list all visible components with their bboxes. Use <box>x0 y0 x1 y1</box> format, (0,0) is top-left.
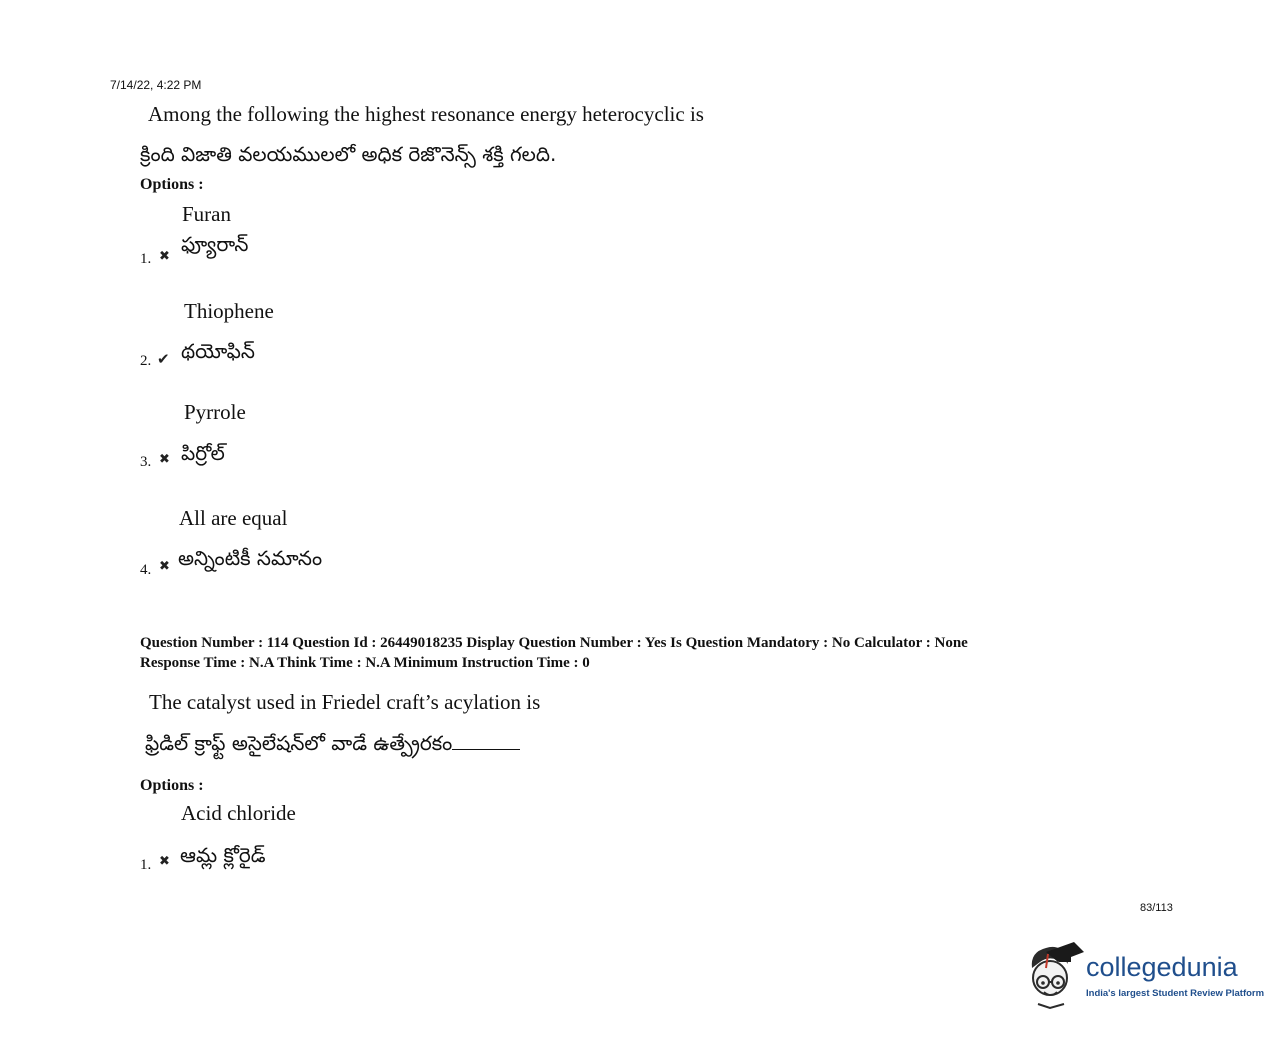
option-1-english: Furan <box>182 202 231 226</box>
question-text-english: Among the following the highest resonance energy heterocyclic is <box>148 102 704 126</box>
print-timestamp: 7/14/22, 4:22 PM <box>110 78 202 92</box>
question-meta-line-1: Question Number : 114 Question Id : 26449018235 Display Question Number : Yes Is Question Mandatory : No Calculator : None <box>140 635 968 651</box>
options-label: Options : <box>140 176 204 193</box>
option-2-english: Thiophene <box>184 299 274 323</box>
option-3-english: Pyrrole <box>184 400 246 424</box>
option-1-telugu: ఫ్యూరాన్ <box>181 232 249 256</box>
question-text-telugu <box>145 731 520 760</box>
page-number: 83/113 <box>1140 902 1173 914</box>
collegedunia-logo <box>1024 938 1264 1014</box>
option-4-english: All are equal <box>179 506 288 530</box>
options-label: Options : <box>140 777 204 794</box>
wrong-mark-icon: ✖ <box>159 559 170 574</box>
correct-check-icon: ✔ <box>157 350 170 368</box>
wrong-mark-icon: ✖ <box>159 854 170 869</box>
option-3-number: 3. <box>140 454 152 470</box>
question-text-telugu: క్రింది విజాతి వలయములలో అధిక రెజొనెన్స్ శక్తి గలది. <box>140 142 557 166</box>
option-1-telugu: ఆమ్ల క్లోరైడ్ <box>180 843 266 867</box>
option-4-telugu: అన్నింటికీ సమానం <box>178 546 323 570</box>
question-text-telugu-body: ఫ్రిడిల్ క్రాఫ్ట్ అసైలేషన్‌లో వాడే ఉత్ప్రేరకం <box>145 731 453 755</box>
wrong-mark-icon: ✖ <box>159 249 170 264</box>
option-1-english: Acid chloride <box>181 801 296 825</box>
logo-brand-text: collegedunia <box>1086 952 1238 982</box>
answer-blank <box>452 735 520 750</box>
option-4-number: 4. <box>140 562 152 578</box>
option-2-number: 2. <box>140 353 152 369</box>
wrong-mark-icon: ✖ <box>159 452 170 467</box>
option-2-telugu: థయోఫిన్ <box>181 339 255 363</box>
option-1-number: 1. <box>140 857 152 873</box>
logo-tagline: India's largest Student Review Platform <box>1086 988 1265 999</box>
question-meta-line-2: Response Time : N.A Think Time : N.A Minimum Instruction Time : 0 <box>140 655 590 671</box>
mascot-graduate-icon <box>1024 938 1084 1014</box>
option-1-number: 1. <box>140 251 152 267</box>
question-text-english: The catalyst used in Friedel craft’s acylation is <box>149 690 541 714</box>
option-3-telugu: పిర్రోల్ <box>181 441 225 465</box>
